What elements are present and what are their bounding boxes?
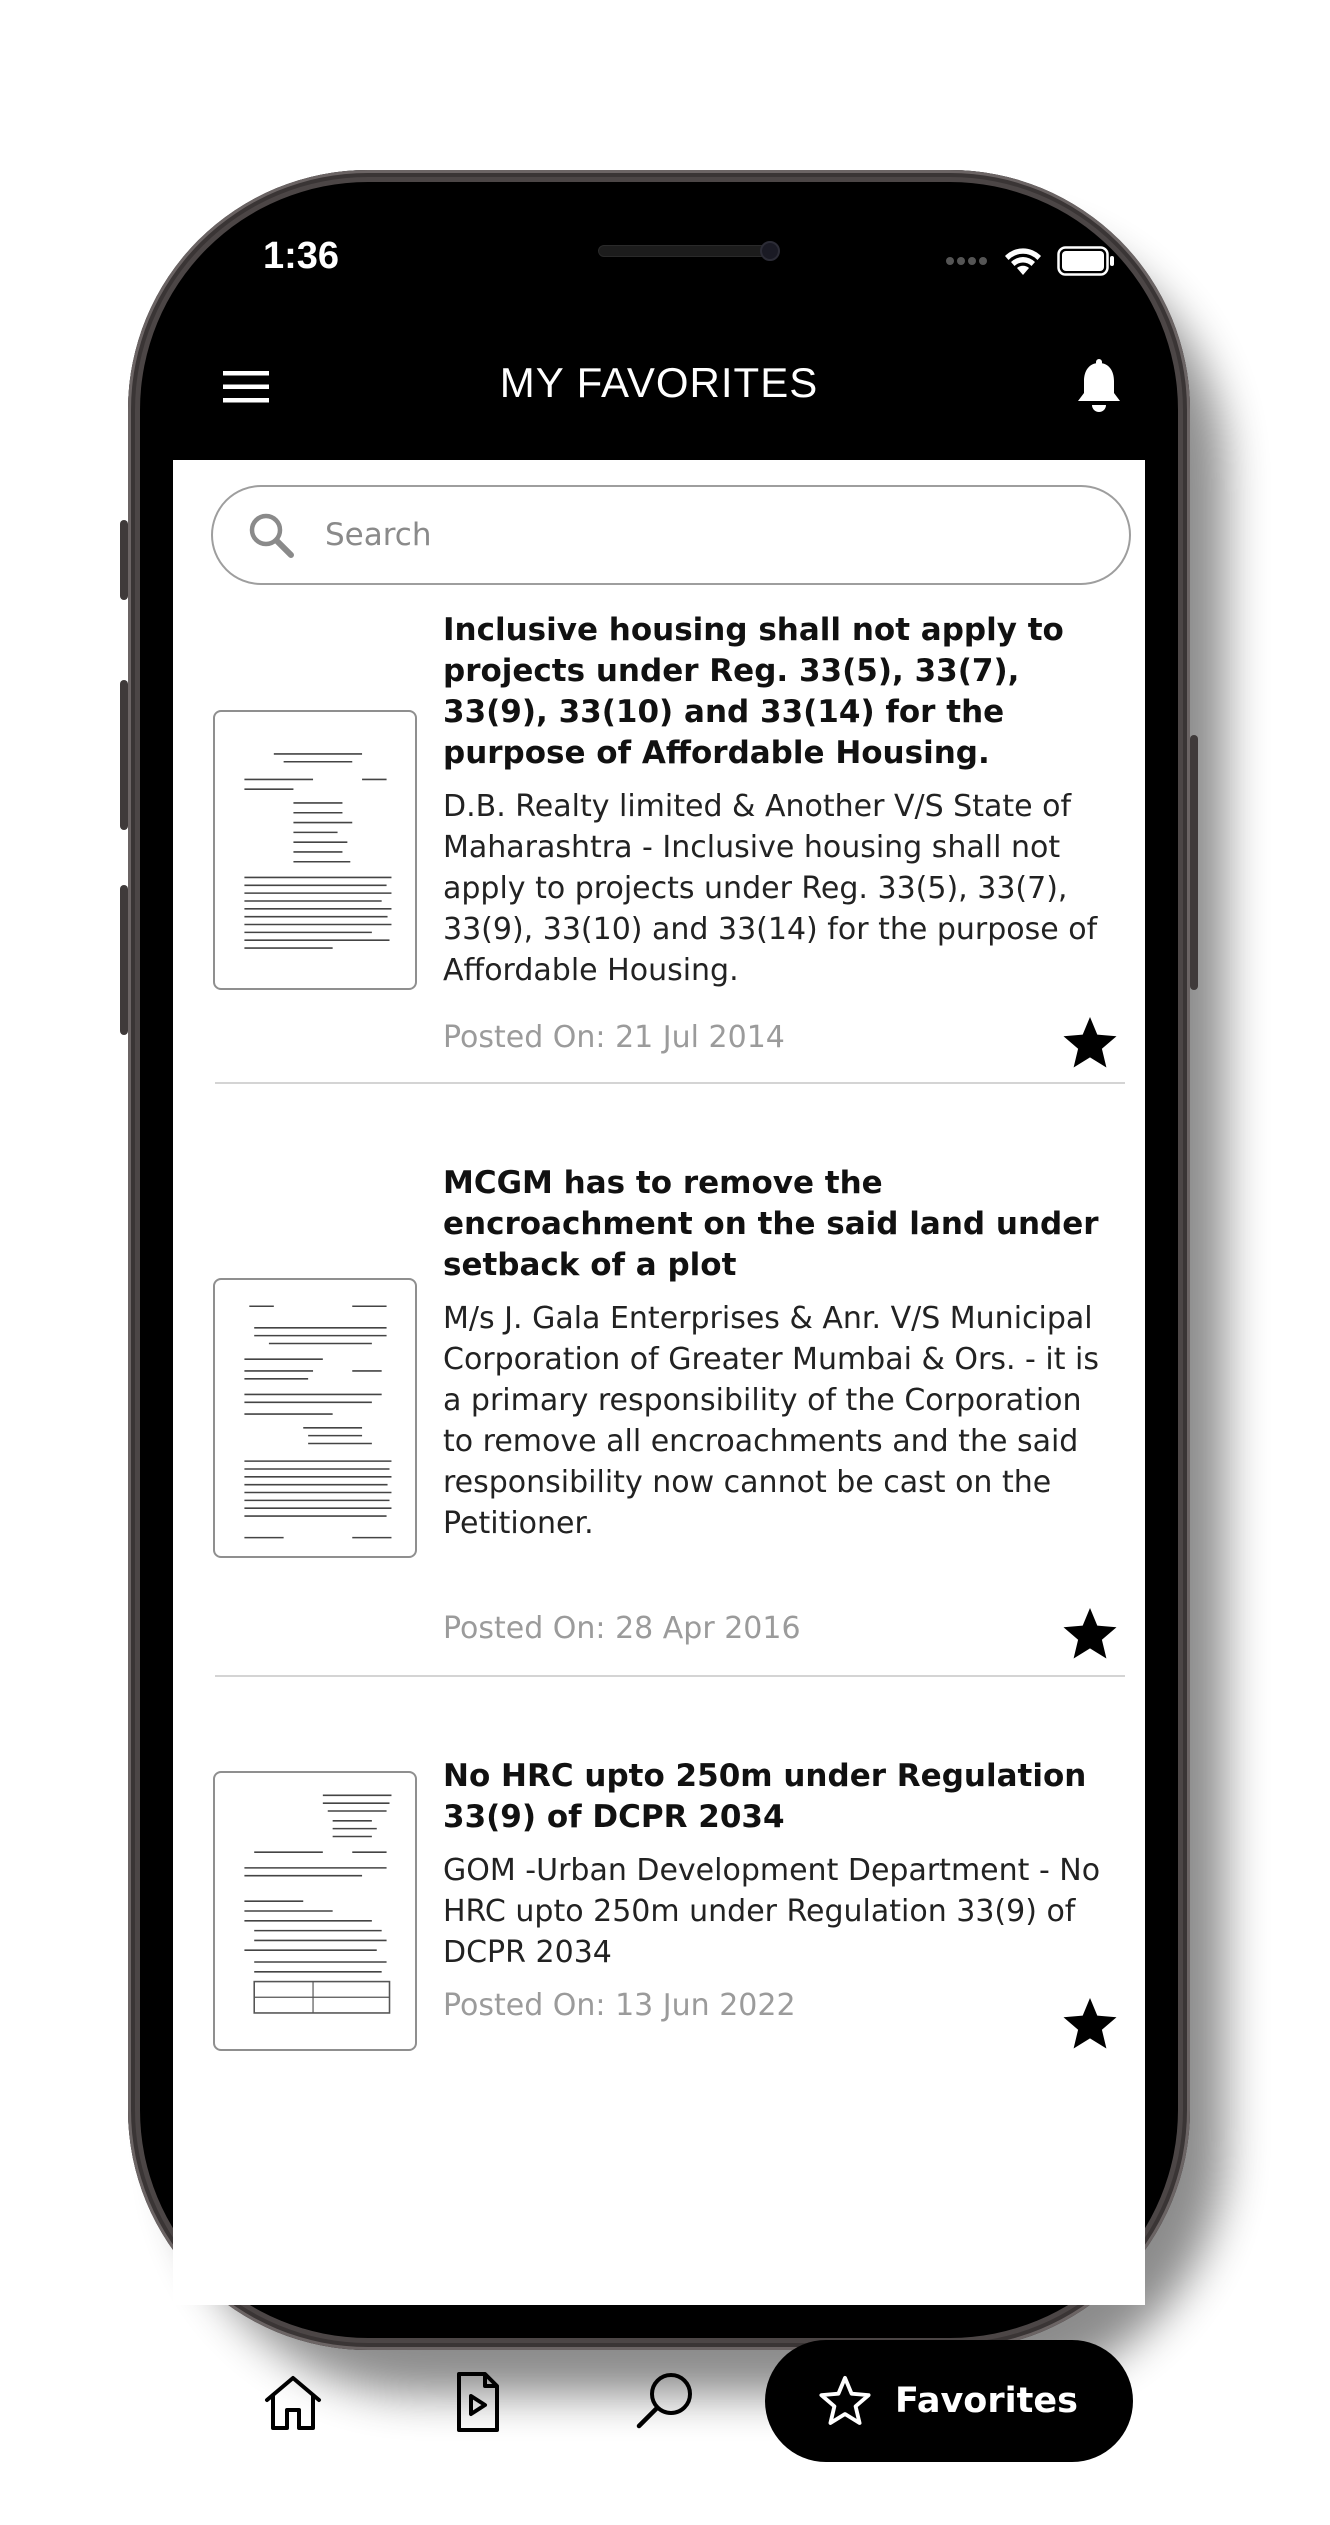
front-camera <box>760 241 780 261</box>
item-description: GOM -Urban Development Department - No HRC upto 250m under Regulation 33(9) of DCPR 2034 <box>443 1853 1101 1970</box>
item-title: MCGM has to remove the encroachment on the said land under setback of a plot <box>443 1165 1099 1283</box>
favorites-tab-label: Favorites <box>895 2381 1078 2421</box>
favorite-star-icon[interactable] <box>1061 1996 1119 2052</box>
item-divider <box>215 1082 1125 1084</box>
home-icon[interactable] <box>261 2370 325 2434</box>
volume-up-button <box>120 680 128 830</box>
wifi-icon <box>1003 245 1043 277</box>
favorite-star-icon[interactable] <box>1061 1606 1119 1662</box>
battery-icon <box>1057 246 1115 276</box>
power-button <box>1190 735 1198 990</box>
favorite-item[interactable] <box>213 610 1125 1055</box>
volume-down-button <box>120 885 128 1035</box>
status-indicators <box>945 245 1115 277</box>
item-description: M/s J. Gala Enterprises & Anr. V/S Municipal Corporation of Greater Mumbai & Ors. - it is a primary responsibility of the Corporation to remove all encroachments and the said responsibility now cannot be cast on the Petitioner. <box>443 1301 1100 1541</box>
document-page-icon <box>215 1773 415 2049</box>
item-posted-date: Posted On: 13 Jun 2022 <box>443 1988 796 2023</box>
mute-switch <box>120 520 128 600</box>
document-page-icon <box>215 1280 415 1556</box>
phone-screen <box>173 215 1145 2421</box>
document-play-icon[interactable] <box>445 2370 509 2434</box>
favorites-content <box>173 460 1145 2421</box>
search-input[interactable] <box>325 517 1085 553</box>
search-bar[interactable] <box>211 485 1131 585</box>
item-text <box>443 610 1115 991</box>
favorite-star-icon[interactable] <box>1061 1015 1119 1071</box>
notification-bell-icon[interactable] <box>1073 359 1125 415</box>
favorite-item[interactable] <box>213 1163 1125 1646</box>
search-icon[interactable] <box>633 2368 697 2432</box>
document-thumbnail <box>213 710 417 990</box>
document-thumbnail <box>213 1771 417 2051</box>
cellular-signal-icon <box>945 255 989 267</box>
item-title: No HRC upto 250m under Regulation 33(9) of DCPR 2034 <box>443 1758 1087 1835</box>
item-text <box>443 1163 1115 1544</box>
earpiece-speaker <box>598 245 773 257</box>
page-title: MY FAVORITES <box>499 359 819 406</box>
item-posted-date: Posted On: 28 Apr 2016 <box>443 1611 801 1646</box>
search-icon <box>247 511 295 559</box>
favorites-tab-button[interactable] <box>765 2340 1133 2462</box>
status-time: 1:36 <box>263 235 340 277</box>
item-title: Inclusive housing shall not apply to projects under Reg. 33(5), 33(7), 33(9), 33(10) and 33(14) for the purpose of Affordable Housing. <box>443 612 1064 771</box>
document-page-icon <box>215 712 415 988</box>
document-thumbnail <box>213 1278 417 1558</box>
item-posted-date: Posted On: 21 Jul 2014 <box>443 1020 785 1055</box>
item-text <box>443 1756 1115 1973</box>
app-bar <box>173 315 1145 460</box>
item-description: D.B. Realty limited & Another V/S State of Maharashtra - Inclusive housing shall not apply to projects under Reg. 33(5), 33(7), 33(9), 33(10) and 33(14) for the purpose of Affordable Housing. <box>443 789 1098 988</box>
item-divider <box>215 1675 1125 1677</box>
star-outline-icon <box>817 2374 873 2428</box>
favorite-item[interactable] <box>213 1756 1125 2066</box>
